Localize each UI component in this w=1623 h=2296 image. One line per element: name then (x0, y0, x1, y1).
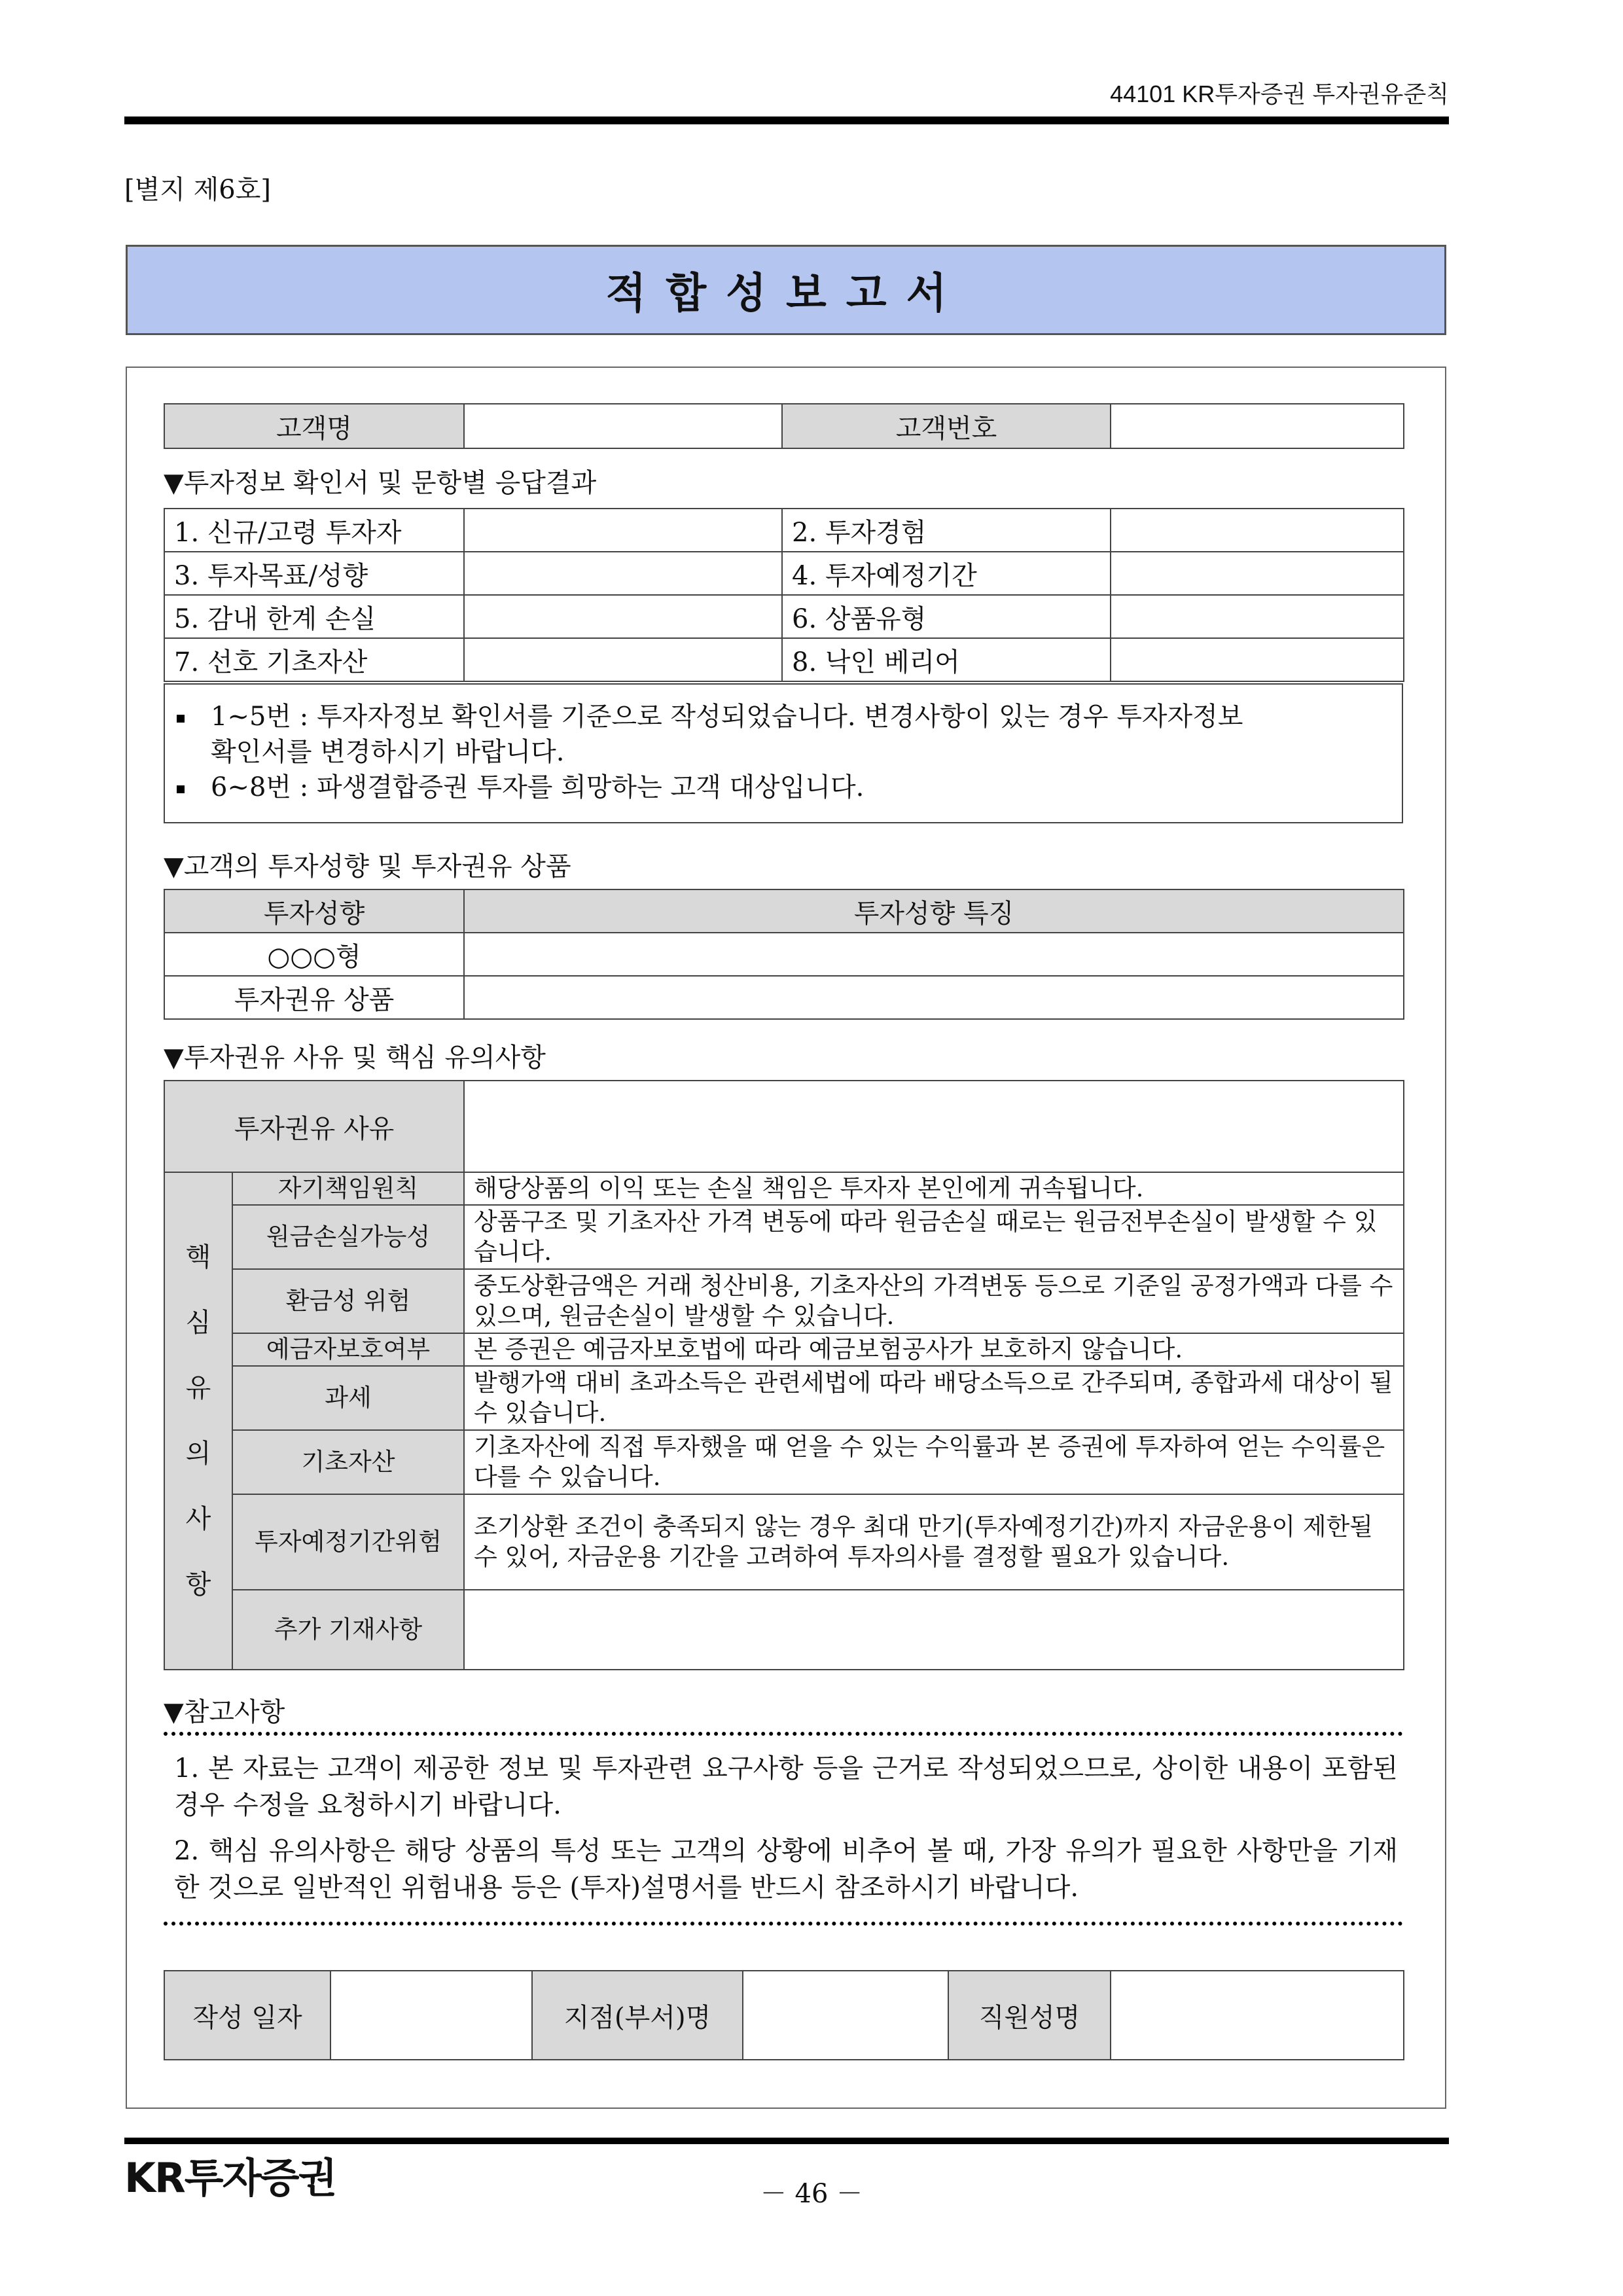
date-label: 작성 일자 (164, 1971, 330, 2060)
note-item: 1~5번 : 투자자정보 확인서를 기준으로 작성되었습니다. 변경사항이 있는 경우 투자자정보 확인서를 변경하시기 바랍니다. (177, 699, 1387, 770)
caution-label: 기초자산 (232, 1430, 464, 1494)
caution-label: 과세 (232, 1366, 464, 1430)
staff-field[interactable] (1111, 1971, 1404, 2060)
response-value-7[interactable] (464, 638, 782, 681)
dotted-divider (164, 1922, 1403, 1926)
caution-text: 해당상품의 이익 또는 손실 책임은 투자자 본인에게 귀속됩니다. (464, 1172, 1404, 1205)
triangle-down-icon: ▼ (164, 468, 184, 498)
recommendation-reason-label: 투자권유 사유 (164, 1081, 464, 1172)
response-value-1[interactable] (464, 509, 782, 552)
section-heading-investor-type: ▼고객의 투자성향 및 투자권유 상품 (164, 852, 571, 882)
investor-type-feature-header: 투자성향 특징 (464, 889, 1404, 933)
customer-number-label: 고객번호 (782, 404, 1111, 448)
caution-text: 상품구조 및 기초자산 가격 변동에 따라 원금손실 때로는 원금전부손실이 발생할 수 있습니다. (464, 1205, 1404, 1269)
response-item-5: 5. 감내 한계 손실 (164, 595, 464, 638)
response-item-2: 2. 투자경험 (782, 509, 1111, 552)
investor-type-header: 투자성향 (164, 889, 464, 933)
page-title: 적합성보고서 (126, 245, 1446, 335)
section-heading-investor-info: ▼투자정보 확인서 및 문항별 응답결과 (164, 468, 597, 498)
response-value-6[interactable] (1111, 595, 1404, 638)
date-field[interactable] (330, 1971, 532, 2060)
customer-name-label: 고객명 (164, 404, 464, 448)
form-number: [별지 제6호] (124, 175, 271, 205)
additional-notes-label: 추가 기재사항 (232, 1590, 464, 1670)
response-item-7: 7. 선호 기초자산 (164, 638, 464, 681)
caution-label: 예금자보호여부 (232, 1333, 464, 1366)
response-value-8[interactable] (1111, 638, 1404, 681)
response-value-2[interactable] (1111, 509, 1404, 552)
caution-label: 원금손실가능성 (232, 1205, 464, 1269)
key-cautions-side-label: 핵 심 유 의 사 항 (164, 1172, 232, 1670)
page-number: － 46 － (760, 2179, 863, 2209)
caution-label: 환금성 위험 (232, 1269, 464, 1333)
branch-label: 지점(부서)명 (532, 1971, 743, 2060)
section-heading-references: ▼참고사항 (164, 1697, 285, 1727)
dotted-divider (164, 1732, 1403, 1736)
caution-text: 기초자산에 직접 투자했을 때 얻을 수 있는 수익률과 본 증권에 투자하여 얻는 수익률은 다를 수 있습니다. (464, 1430, 1404, 1494)
reference-item-1: 1. 본 자료는 고객이 제공한 정보 및 투자관련 요구사항 등을 근거로 작성되었으므로, 상이한 내용이 포함된 경우 수정을 요청하시기 바랍니다. (174, 1753, 1399, 1820)
caution-text: 본 증권은 예금자보호법에 따라 예금보험공사가 보호하지 않습니다. (464, 1333, 1404, 1366)
investor-type-table (164, 889, 1404, 1020)
recommended-product-label: 투자권유 상품 (164, 976, 464, 1019)
footer-rule (124, 2138, 1449, 2144)
branch-field[interactable] (743, 1971, 948, 2060)
caution-text: 중도상환금액은 거래 청산비용, 기초자산의 가격변동 등으로 기준일 공정가액과 다를 수 있으며, 원금손실이 발생할 수 있습니다. (464, 1269, 1404, 1333)
square-bullet-icon (177, 715, 185, 723)
document-header: 44101 KR투자증권 투자권유준칙 (1110, 81, 1449, 107)
section-heading-key-cautions: ▼투자권유 사유 및 핵심 유의사항 (164, 1043, 546, 1073)
investor-type-value: ○○○형 (164, 933, 464, 976)
staff-label: 직원성명 (948, 1971, 1111, 2060)
triangle-down-icon: ▼ (164, 1697, 184, 1727)
signature-table (164, 1970, 1404, 2060)
additional-notes-field[interactable] (464, 1590, 1404, 1670)
header-rule (124, 117, 1449, 124)
response-item-3: 3. 투자목표/성향 (164, 552, 464, 595)
customer-number-field[interactable] (1111, 404, 1404, 448)
caution-label: 투자예정기간위험 (232, 1494, 464, 1590)
caution-text: 조기상환 조건이 충족되지 않는 경우 최대 만기(투자예정기간)까지 자금운용이 제한될 수 있어, 자금운용 기간을 고려하여 투자의사를 결정할 필요가 있습니다. (464, 1494, 1404, 1590)
response-item-4: 4. 투자예정기간 (782, 552, 1111, 595)
recommendation-reason-field[interactable] (464, 1081, 1404, 1172)
response-value-3[interactable] (464, 552, 782, 595)
response-item-6: 6. 상품유형 (782, 595, 1111, 638)
triangle-down-icon: ▼ (164, 852, 184, 882)
caution-label: 자기책임원칙 (232, 1172, 464, 1205)
response-table (164, 508, 1404, 682)
note-item: 6~8번 : 파생결합증권 투자를 희망하는 고객 대상입니다. (177, 770, 864, 805)
response-item-8: 8. 낙인 베리어 (782, 638, 1111, 681)
reference-item-2: 2. 핵심 유의사항은 해당 상품의 특성 또는 고객의 상황에 비추어 볼 때, 가장 유의가 필요한 사항만을 기재한 것으로 일반적인 위험내용 등은 (투자)설명서를 반드시 참조하시기 바랍니다. (174, 1836, 1398, 1903)
response-item-1: 1. 신규/고령 투자자 (164, 509, 464, 552)
response-value-4[interactable] (1111, 552, 1404, 595)
triangle-down-icon: ▼ (164, 1043, 184, 1073)
caution-text: 발행가액 대비 초과소득은 관련세법에 따라 배당소득으로 간주되며, 종합과세 대상이 될 수 있습니다. (464, 1366, 1404, 1430)
response-value-5[interactable] (464, 595, 782, 638)
customer-table (164, 403, 1404, 449)
company-logo: KR투자증권 (124, 2154, 336, 2202)
square-bullet-icon (177, 785, 185, 793)
customer-name-field[interactable] (464, 404, 782, 448)
notes-box (164, 683, 1403, 823)
investor-type-feature-field[interactable] (464, 933, 1404, 976)
key-cautions-table (164, 1080, 1404, 1670)
recommended-product-field[interactable] (464, 976, 1404, 1019)
